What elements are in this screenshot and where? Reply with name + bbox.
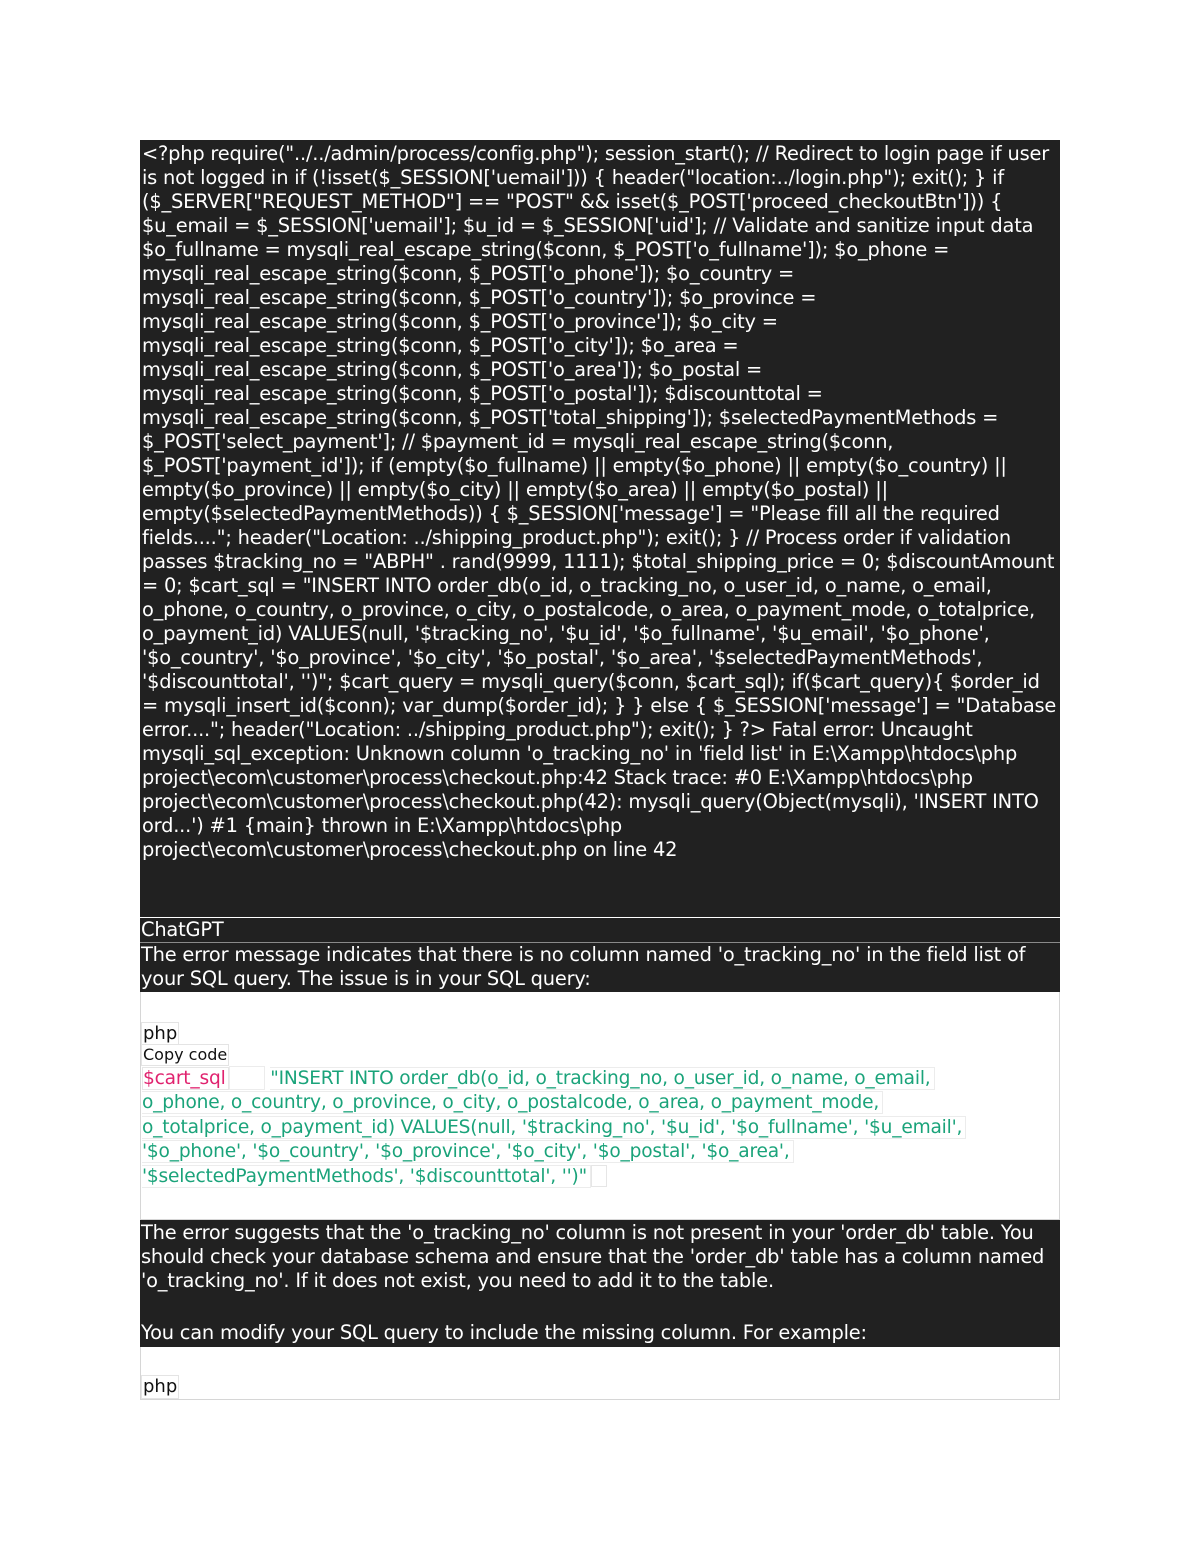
code-content: [142, 1066, 1047, 1189]
copy-code-button[interactable]: Copy code: [143, 1045, 228, 1064]
code-block: [140, 1347, 1060, 1400]
document-page: [140, 140, 1060, 1400]
code-line: o_totalprice, o_payment_id) VALUES(null, '$tracking_no', '$u_id', '$o_fullname', '$u_email',: [142, 1116, 1047, 1141]
code-line: $cart_sql "INSERT INTO order_db(o_id, o_tracking_no, o_user_id, o_name, o_email,: [142, 1066, 1047, 1091]
answer-paragraph: The error suggests that the 'o_tracking_no' column is not present in your 'order_db' table. You should check your database schema and ensure that the 'order_db' table has a column named 'o_tracking_no'. If it does not exist, you need to add it to the table.: [141, 1221, 1045, 1292]
code-line: '$selectedPaymentMethods', '$discounttotal', '')": [142, 1165, 1047, 1190]
code-block: [140, 992, 1060, 1220]
code-language-label: php: [143, 1023, 178, 1044]
code-gap: [229, 1066, 265, 1090]
answer-paragraph: You can modify your SQL query to include the missing column. For example:: [141, 1321, 867, 1344]
code-line: o_phone, o_country, o_province, o_city, o_postalcode, o_area, o_payment_mode,: [142, 1091, 1047, 1116]
code-language-label: php: [143, 1376, 178, 1397]
user-message: <?php require("../../admin/process/config.php"); session_start(); // Redirect to login page if user is not logged in if (!isset($_SESSION['uemail'])) { header("location:../login.php"); exit(); } if ($_SERVER["REQUEST_METHOD"] == "POST" && isset($_POST['proceed_checkoutBtn'])) { $u_email = $_SESSION['uemail']; $u_id = $_SESSION['uid']; // Validate and sanitize input data $o_fullname = mysqli_real_escape_string($conn, $_POST['o_fullname']); $o_phone = mysqli_real_escape_string($conn, $_POST['o_phone']); $o_country = mysqli_real_escape_string($conn, $_POST['o_country']); $o_province = mysqli_real_escape_string($conn, $_POST['o_province']); $o_city = mysqli_real_escape_string($conn, $_POST['o_city']); $o_area = mysqli_real_escape_string($conn, $_POST['o_area']); $o_postal = mysqli_real_escape_string($conn, $_POST['o_postal']); $discounttotal = mysqli_real_escape_string($conn, $_POST['total_shipping']); $selectedPaymentMethods = $_POST['select_payment']; // $payment_id = mysqli_real_escape_string($conn, $_POST['payment_id']); if (empty($o_fullname) || empty($o_phone) || empty($o_country) || empty($o_province) || empty($o_city) || empty($o_area) || empty($o_postal) || empty($selectedPaymentMethods)) { $_SESSION['message'] = "Please fill all the required fields...."; header("Location: ../shipping_product.php"); exit(); } // Process order if validation passes $tracking_no = "ABPH" . rand(9999, 1111); $total_shipping_price = 0; $discountAmount = 0; $cart_sql = "INSERT INTO order_db(o_id, o_tracking_no, o_user_id, o_name, o_email, o_phone, o_country, o_province, o_city, o_postalcode, o_area, o_payment_mode, o_totalprice, o_payment_id) VALUES(null, '$tracking_no', '$u_id', '$o_fullname', '$u_email', '$o_phone', '$o_country', '$o_province', '$o_city', '$o_postal', '$o_area', '$selectedPaymentMethods', '$discounttotal', '')"; $cart_query = mysqli_query($conn, $cart_sql); if($cart_query){ $order_id = mysqli_insert_id($conn); var_dump($order_id); } } else { $_SESSION['message'] = "Database error...."; header("Location: ../shipping_product.php"); exit(); } ?> Fatal error: Uncaught mysqli_sql_exception: Unknown column 'o_tracking_no' in 'field list' in E:\Xampp\htdocs\php project\ecom\customer\process\checkout.php:42 Stack trace: #0 E:\Xampp\htdocs\php project\ecom\customer\process\checkout.php(42): mysqli_query(Object(mysqli), 'INSERT INTO ord...') #1 {main} thrown in E:\Xampp\htdocs\php project\ecom\customer\process\checkout.php on line 42: [140, 140, 1060, 917]
code-line: '$o_phone', '$o_country', '$o_province', '$o_city', '$o_postal', '$o_area',: [142, 1140, 1047, 1165]
author-label: ChatGPT: [140, 918, 1060, 942]
answer-body: [140, 1220, 1060, 1347]
answer-intro: The error message indicates that there is no column named 'o_tracking_no' in the field list of your SQL query. The issue is in your SQL query:: [140, 943, 1060, 992]
code-variable: $cart_sql: [142, 1067, 229, 1090]
